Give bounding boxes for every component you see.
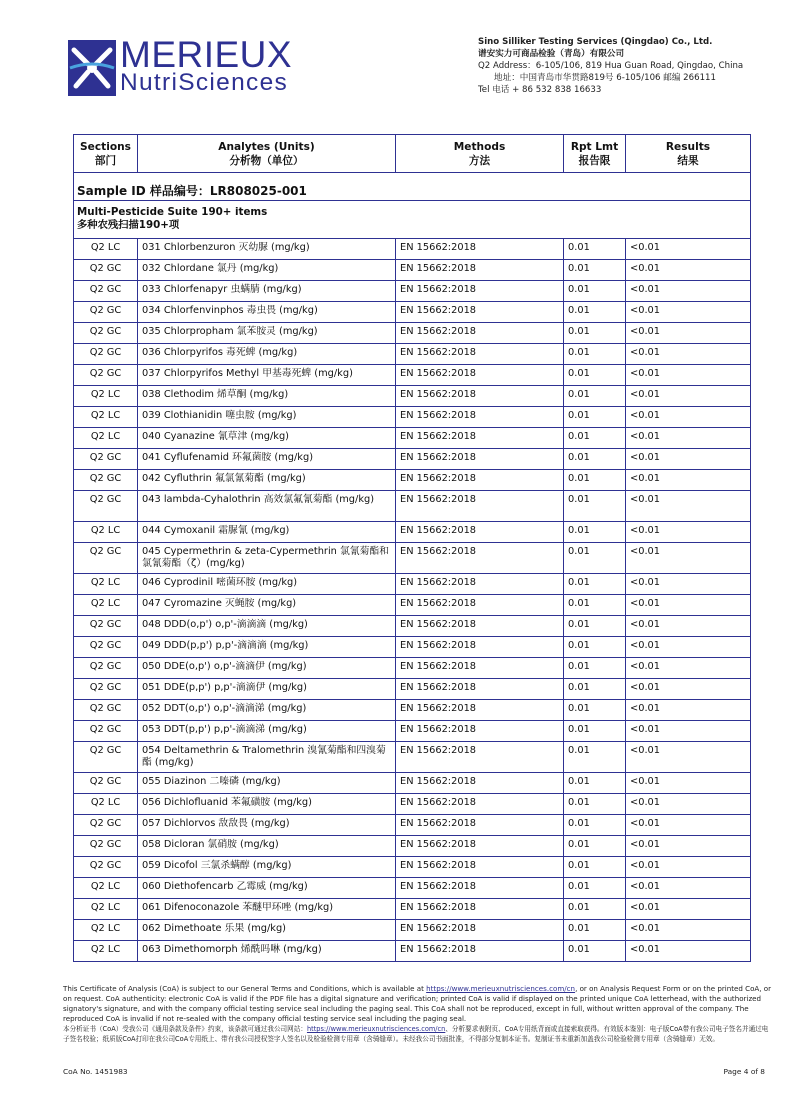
terms-link[interactable]: https://www.merieuxnutrisciences.com/cn <box>426 984 576 993</box>
page-number: Page 4 of 8 <box>723 1067 765 1076</box>
result-cell: <0.01 <box>626 522 751 543</box>
section-cell: Q2 GC <box>74 344 138 365</box>
result-cell: <0.01 <box>626 365 751 386</box>
method-cell: EN 15662:2018 <box>396 543 564 574</box>
table-row <box>74 899 751 920</box>
result-cell: <0.01 <box>626 815 751 836</box>
section-cell: Q2 GC <box>74 281 138 302</box>
table-row <box>74 574 751 595</box>
analyte-cell: 063 Dimethomorph 烯酰吗啉 (mg/kg) <box>138 941 396 962</box>
rpt-lmt-cell: 0.01 <box>564 920 626 941</box>
method-cell: EN 15662:2018 <box>396 428 564 449</box>
section-cell: Q2 GC <box>74 260 138 281</box>
company-address: Q2 Address：6-105/106, 819 Hua Guan Road, Qingdao, China <box>478 61 744 71</box>
method-cell: EN 15662:2018 <box>396 616 564 637</box>
section-cell: Q2 GC <box>74 836 138 857</box>
table-row <box>74 658 751 679</box>
company-name-cn: 谱安实力可商品检验（青岛）有限公司 <box>478 49 625 59</box>
company-name: Sino Silliker Testing Services (Qingdao) Co., Ltd. <box>478 37 713 47</box>
result-cell: <0.01 <box>626 700 751 721</box>
table-row <box>74 281 751 302</box>
table-row <box>74 260 751 281</box>
section-cell: Q2 GC <box>74 742 138 773</box>
result-cell: <0.01 <box>626 344 751 365</box>
method-cell: EN 15662:2018 <box>396 815 564 836</box>
result-cell: <0.01 <box>626 449 751 470</box>
analyte-cell: 053 DDT(p,p') p,p'-滴滴涕 (mg/kg) <box>138 721 396 742</box>
method-cell: EN 15662:2018 <box>396 941 564 962</box>
result-cell: <0.01 <box>626 239 751 260</box>
analyte-cell: 062 Dimethoate 乐果 (mg/kg) <box>138 920 396 941</box>
table-row <box>74 323 751 344</box>
analyte-cell: 032 Chlordane 氯丹 (mg/kg) <box>138 260 396 281</box>
analyte-cell: 044 Cymoxanil 霜脲氰 (mg/kg) <box>138 522 396 543</box>
rpt-lmt-cell: 0.01 <box>564 773 626 794</box>
section-cell: Q2 LC <box>74 428 138 449</box>
method-cell: EN 15662:2018 <box>396 637 564 658</box>
rpt-lmt-cell: 0.01 <box>564 941 626 962</box>
analyte-cell: 040 Cyanazine 氰草津 (mg/kg) <box>138 428 396 449</box>
method-cell: EN 15662:2018 <box>396 836 564 857</box>
analyte-cell: 052 DDT(o,p') o,p'-滴滴涕 (mg/kg) <box>138 700 396 721</box>
rpt-lmt-cell: 0.01 <box>564 239 626 260</box>
analyte-cell: 049 DDD(p,p') p,p'-滴滴滴 (mg/kg) <box>138 637 396 658</box>
result-cell: <0.01 <box>626 878 751 899</box>
table-row <box>74 302 751 323</box>
method-cell: EN 15662:2018 <box>396 449 564 470</box>
analyte-cell: 046 Cyprodinil 嘧菌环胺 (mg/kg) <box>138 574 396 595</box>
method-cell: EN 15662:2018 <box>396 407 564 428</box>
analyte-cell: 059 Dicofol 三氯杀螨醇 (mg/kg) <box>138 857 396 878</box>
table-row <box>74 522 751 543</box>
table-row <box>74 941 751 962</box>
analyte-cell: 039 Clothianidin 噻虫胺 (mg/kg) <box>138 407 396 428</box>
method-cell: EN 15662:2018 <box>396 700 564 721</box>
company-tel: Tel 电话 + 86 532 838 16633 <box>478 85 602 95</box>
rpt-lmt-cell: 0.01 <box>564 574 626 595</box>
table-row <box>74 679 751 700</box>
result-cell: <0.01 <box>626 595 751 616</box>
result-cell: <0.01 <box>626 658 751 679</box>
result-cell: <0.01 <box>626 616 751 637</box>
table-row <box>74 428 751 449</box>
section-cell: Q2 GC <box>74 637 138 658</box>
result-cell: <0.01 <box>626 470 751 491</box>
disclaimer-en: This Certificate of Analysis (CoA) is subject to our General Terms and Conditions, which is available at https://www.merieuxnutrisciences.com/cn, or on Analysis Request Form or on the printed CoA, or on request. CoA authenticity: electronic CoA is valid if the PDF file has a digital signature and verification; printed CoA is valid if displayed on the printed unique CoA letterhead, with the authorized signatory's signature, and with the company official testing service seal including the paging seal. This CoA shall not be reproduced, except in full, without written approval of the company. The reproduced CoA is invalid if not re-sealed with the company official testing service seal including the paging seal. <box>63 984 772 1023</box>
section-cell: Q2 GC <box>74 721 138 742</box>
terms-link-cn[interactable]: https://www.merieuxnutrisciences.com/cn <box>306 1025 446 1033</box>
analyte-cell: 061 Difenoconazole 苯醚甲环唑 (mg/kg) <box>138 899 396 920</box>
result-cell: <0.01 <box>626 679 751 700</box>
rpt-lmt-cell: 0.01 <box>564 899 626 920</box>
disclaimer-cn: 本分析证书（CoA）受我公司《通用条款及条件》约束，该条款可通过我公司网站：https://www.merieuxnutrisciences.com/cn、分析要求表附页、CoA专用纸背面或直接索取获得。有效版本鉴别：电子版CoA带有我公司电子签名并通过电子签名校验；纸质版CoA打印在我公司CoA专用纸上、带有我公司授权签字人签名以及检验检测专用章（含骑缝章）。未经我公司书面批准，不得部分复制本证书。复制证书未重新加盖我公司检验检测专用章（含骑缝章）无效。 <box>63 1025 769 1043</box>
analyte-cell: 035 Chlorpropham 氯苯胺灵 (mg/kg) <box>138 323 396 344</box>
method-cell: EN 15662:2018 <box>396 679 564 700</box>
rpt-lmt-cell: 0.01 <box>564 815 626 836</box>
section-cell: Q2 LC <box>74 407 138 428</box>
section-cell: Q2 GC <box>74 543 138 574</box>
result-cell: <0.01 <box>626 386 751 407</box>
rpt-lmt-cell: 0.01 <box>564 742 626 773</box>
rpt-lmt-cell: 0.01 <box>564 857 626 878</box>
result-cell: <0.01 <box>626 543 751 574</box>
method-cell: EN 15662:2018 <box>396 491 564 522</box>
rpt-lmt-cell: 0.01 <box>564 365 626 386</box>
method-cell: EN 15662:2018 <box>396 595 564 616</box>
table-row <box>74 407 751 428</box>
result-cell: <0.01 <box>626 428 751 449</box>
method-cell: EN 15662:2018 <box>396 239 564 260</box>
method-cell: EN 15662:2018 <box>396 658 564 679</box>
section-cell: Q2 LC <box>74 595 138 616</box>
analyte-cell: 037 Chlorpyrifos Methyl 甲基毒死蜱 (mg/kg) <box>138 365 396 386</box>
table-row <box>74 794 751 815</box>
table-row <box>74 449 751 470</box>
rpt-lmt-cell: 0.01 <box>564 260 626 281</box>
rpt-lmt-cell: 0.01 <box>564 543 626 574</box>
table-row <box>74 491 751 522</box>
rpt-lmt-cell: 0.01 <box>564 836 626 857</box>
result-cell: <0.01 <box>626 260 751 281</box>
analyte-cell: 031 Chlorbenzuron 灭幼脲 (mg/kg) <box>138 239 396 260</box>
table-row <box>74 815 751 836</box>
section-cell: Q2 LC <box>74 574 138 595</box>
rpt-lmt-cell: 0.01 <box>564 721 626 742</box>
table-row <box>74 742 751 773</box>
method-cell: EN 15662:2018 <box>396 742 564 773</box>
rpt-lmt-cell: 0.01 <box>564 302 626 323</box>
rpt-lmt-cell: 0.01 <box>564 344 626 365</box>
analyte-cell: 034 Chlorfenvinphos 毒虫畏 (mg/kg) <box>138 302 396 323</box>
table-row <box>74 637 751 658</box>
result-cell: <0.01 <box>626 857 751 878</box>
section-cell: Q2 LC <box>74 386 138 407</box>
analyte-cell: 060 Diethofencarb 乙霉威 (mg/kg) <box>138 878 396 899</box>
section-cell: Q2 LC <box>74 878 138 899</box>
rpt-lmt-cell: 0.01 <box>564 470 626 491</box>
table-row <box>74 700 751 721</box>
header-rpt-lmt: Rpt Lmt 报告限 <box>564 135 626 173</box>
table-row <box>74 386 751 407</box>
result-cell: <0.01 <box>626 836 751 857</box>
analyte-cell: 057 Dichlorvos 敌敌畏 (mg/kg) <box>138 815 396 836</box>
method-cell: EN 15662:2018 <box>396 281 564 302</box>
rpt-lmt-cell: 0.01 <box>564 281 626 302</box>
table-row <box>74 344 751 365</box>
table-row <box>74 721 751 742</box>
section-cell: Q2 GC <box>74 857 138 878</box>
method-cell: EN 15662:2018 <box>396 857 564 878</box>
result-cell: <0.01 <box>626 794 751 815</box>
analyte-cell: 051 DDE(p,p') p,p'-滴滴伊 (mg/kg) <box>138 679 396 700</box>
analyte-cell: 055 Diazinon 二嗪磷 (mg/kg) <box>138 773 396 794</box>
rpt-lmt-cell: 0.01 <box>564 449 626 470</box>
result-cell: <0.01 <box>626 323 751 344</box>
method-cell: EN 15662:2018 <box>396 386 564 407</box>
section-cell: Q2 GC <box>74 700 138 721</box>
analyte-cell: 056 Dichlofluanid 苯氟磺胺 (mg/kg) <box>138 794 396 815</box>
method-cell: EN 15662:2018 <box>396 773 564 794</box>
result-cell: <0.01 <box>626 302 751 323</box>
result-cell: <0.01 <box>626 721 751 742</box>
method-cell: EN 15662:2018 <box>396 522 564 543</box>
section-cell: Q2 GC <box>74 658 138 679</box>
method-cell: EN 15662:2018 <box>396 470 564 491</box>
section-cell: Q2 GC <box>74 616 138 637</box>
table-row <box>74 836 751 857</box>
method-cell: EN 15662:2018 <box>396 344 564 365</box>
company-address-cn: 地址：中国青岛市华贯路819号 6-105/106 邮编 266111 <box>494 73 716 83</box>
table-row <box>74 239 751 260</box>
analyte-cell: 058 Dicloran 氯硝胺 (mg/kg) <box>138 836 396 857</box>
result-cell: <0.01 <box>626 491 751 522</box>
method-cell: EN 15662:2018 <box>396 260 564 281</box>
rpt-lmt-cell: 0.01 <box>564 658 626 679</box>
group-row <box>74 201 751 239</box>
merieux-logo <box>68 34 328 100</box>
table-header-row <box>74 135 751 173</box>
analyte-cell: 050 DDE(o,p') o,p'-滴滴伊 (mg/kg) <box>138 658 396 679</box>
section-cell: Q2 LC <box>74 239 138 260</box>
rpt-lmt-cell: 0.01 <box>564 595 626 616</box>
header-analytes: Analytes (Units) 分析物（单位） <box>138 135 396 173</box>
header-results: Results 结果 <box>626 135 751 173</box>
rpt-lmt-cell: 0.01 <box>564 616 626 637</box>
section-cell: Q2 GC <box>74 449 138 470</box>
table-row <box>74 470 751 491</box>
result-cell: <0.01 <box>626 742 751 773</box>
table-row <box>74 543 751 574</box>
sample-id: Sample ID 样品编号：LR808025-001 <box>74 173 751 201</box>
analyte-cell: 042 Cyfluthrin 氟氯氰菊酯 (mg/kg) <box>138 470 396 491</box>
rpt-lmt-cell: 0.01 <box>564 407 626 428</box>
section-cell: Q2 LC <box>74 522 138 543</box>
section-cell: Q2 GC <box>74 815 138 836</box>
analyte-cell: 041 Cyflufenamid 环氟菌胺 (mg/kg) <box>138 449 396 470</box>
results-table <box>73 134 751 962</box>
header-methods: Methods 方法 <box>396 135 564 173</box>
rpt-lmt-cell: 0.01 <box>564 794 626 815</box>
section-cell: Q2 GC <box>74 470 138 491</box>
rpt-lmt-cell: 0.01 <box>564 386 626 407</box>
result-cell: <0.01 <box>626 899 751 920</box>
table-row <box>74 616 751 637</box>
section-cell: Q2 GC <box>74 679 138 700</box>
section-cell: Q2 LC <box>74 920 138 941</box>
table-row <box>74 365 751 386</box>
footer-disclaimer <box>63 984 773 1044</box>
result-cell: <0.01 <box>626 281 751 302</box>
rpt-lmt-cell: 0.01 <box>564 679 626 700</box>
table-row <box>74 920 751 941</box>
section-cell: Q2 LC <box>74 941 138 962</box>
rpt-lmt-cell: 0.01 <box>564 878 626 899</box>
rpt-lmt-cell: 0.01 <box>564 491 626 522</box>
analyte-cell: 054 Deltamethrin & Tralomethrin 溴氰菊酯和四溴菊酯 (mg/kg) <box>138 742 396 773</box>
analyte-cell: 043 lambda-Cyhalothrin 高效氯氟氰菊酯 (mg/kg) <box>138 491 396 522</box>
method-cell: EN 15662:2018 <box>396 574 564 595</box>
rpt-lmt-cell: 0.01 <box>564 323 626 344</box>
section-cell: Q2 GC <box>74 773 138 794</box>
analyte-cell: 048 DDD(o,p') o,p'-滴滴滴 (mg/kg) <box>138 616 396 637</box>
analyte-cell: 038 Clethodim 烯草酮 (mg/kg) <box>138 386 396 407</box>
section-cell: Q2 GC <box>74 323 138 344</box>
result-cell: <0.01 <box>626 920 751 941</box>
section-cell: Q2 LC <box>74 794 138 815</box>
table-row <box>74 857 751 878</box>
analyte-cell: 045 Cypermethrin & zeta-Cypermethrin 氯氰菊酯和氯氰菊酯（ζ）(mg/kg) <box>138 543 396 574</box>
result-cell: <0.01 <box>626 637 751 658</box>
method-cell: EN 15662:2018 <box>396 899 564 920</box>
table-row <box>74 878 751 899</box>
coa-number: CoA No. 1451983 <box>63 1067 128 1076</box>
sample-id-row <box>74 173 751 201</box>
section-cell: Q2 GC <box>74 302 138 323</box>
method-cell: EN 15662:2018 <box>396 920 564 941</box>
group-title: Multi-Pesticide Suite 190+ items 多种农残扫描190+项 <box>74 201 751 239</box>
result-cell: <0.01 <box>626 407 751 428</box>
merieux-emblem-icon <box>68 40 118 96</box>
analyte-cell: 033 Chlorfenapyr 虫螨腈 (mg/kg) <box>138 281 396 302</box>
logo-text-merieux: MERIEUX <box>120 34 293 75</box>
section-cell: Q2 LC <box>74 899 138 920</box>
table-row <box>74 773 751 794</box>
method-cell: EN 15662:2018 <box>396 302 564 323</box>
rpt-lmt-cell: 0.01 <box>564 700 626 721</box>
analyte-cell: 036 Chlorpyrifos 毒死蜱 (mg/kg) <box>138 344 396 365</box>
rpt-lmt-cell: 0.01 <box>564 428 626 449</box>
header-sections: Sections 部门 <box>74 135 138 173</box>
method-cell: EN 15662:2018 <box>396 323 564 344</box>
method-cell: EN 15662:2018 <box>396 878 564 899</box>
analyte-cell: 047 Cyromazine 灭蝇胺 (mg/kg) <box>138 595 396 616</box>
section-cell: Q2 GC <box>74 365 138 386</box>
method-cell: EN 15662:2018 <box>396 365 564 386</box>
method-cell: EN 15662:2018 <box>396 794 564 815</box>
result-cell: <0.01 <box>626 941 751 962</box>
rpt-lmt-cell: 0.01 <box>564 637 626 658</box>
logo-text-nutrisciences: NutriSciences <box>120 69 289 96</box>
section-cell: Q2 GC <box>74 491 138 522</box>
company-info <box>478 36 743 96</box>
method-cell: EN 15662:2018 <box>396 721 564 742</box>
result-cell: <0.01 <box>626 773 751 794</box>
result-cell: <0.01 <box>626 574 751 595</box>
table-row <box>74 595 751 616</box>
rpt-lmt-cell: 0.01 <box>564 522 626 543</box>
